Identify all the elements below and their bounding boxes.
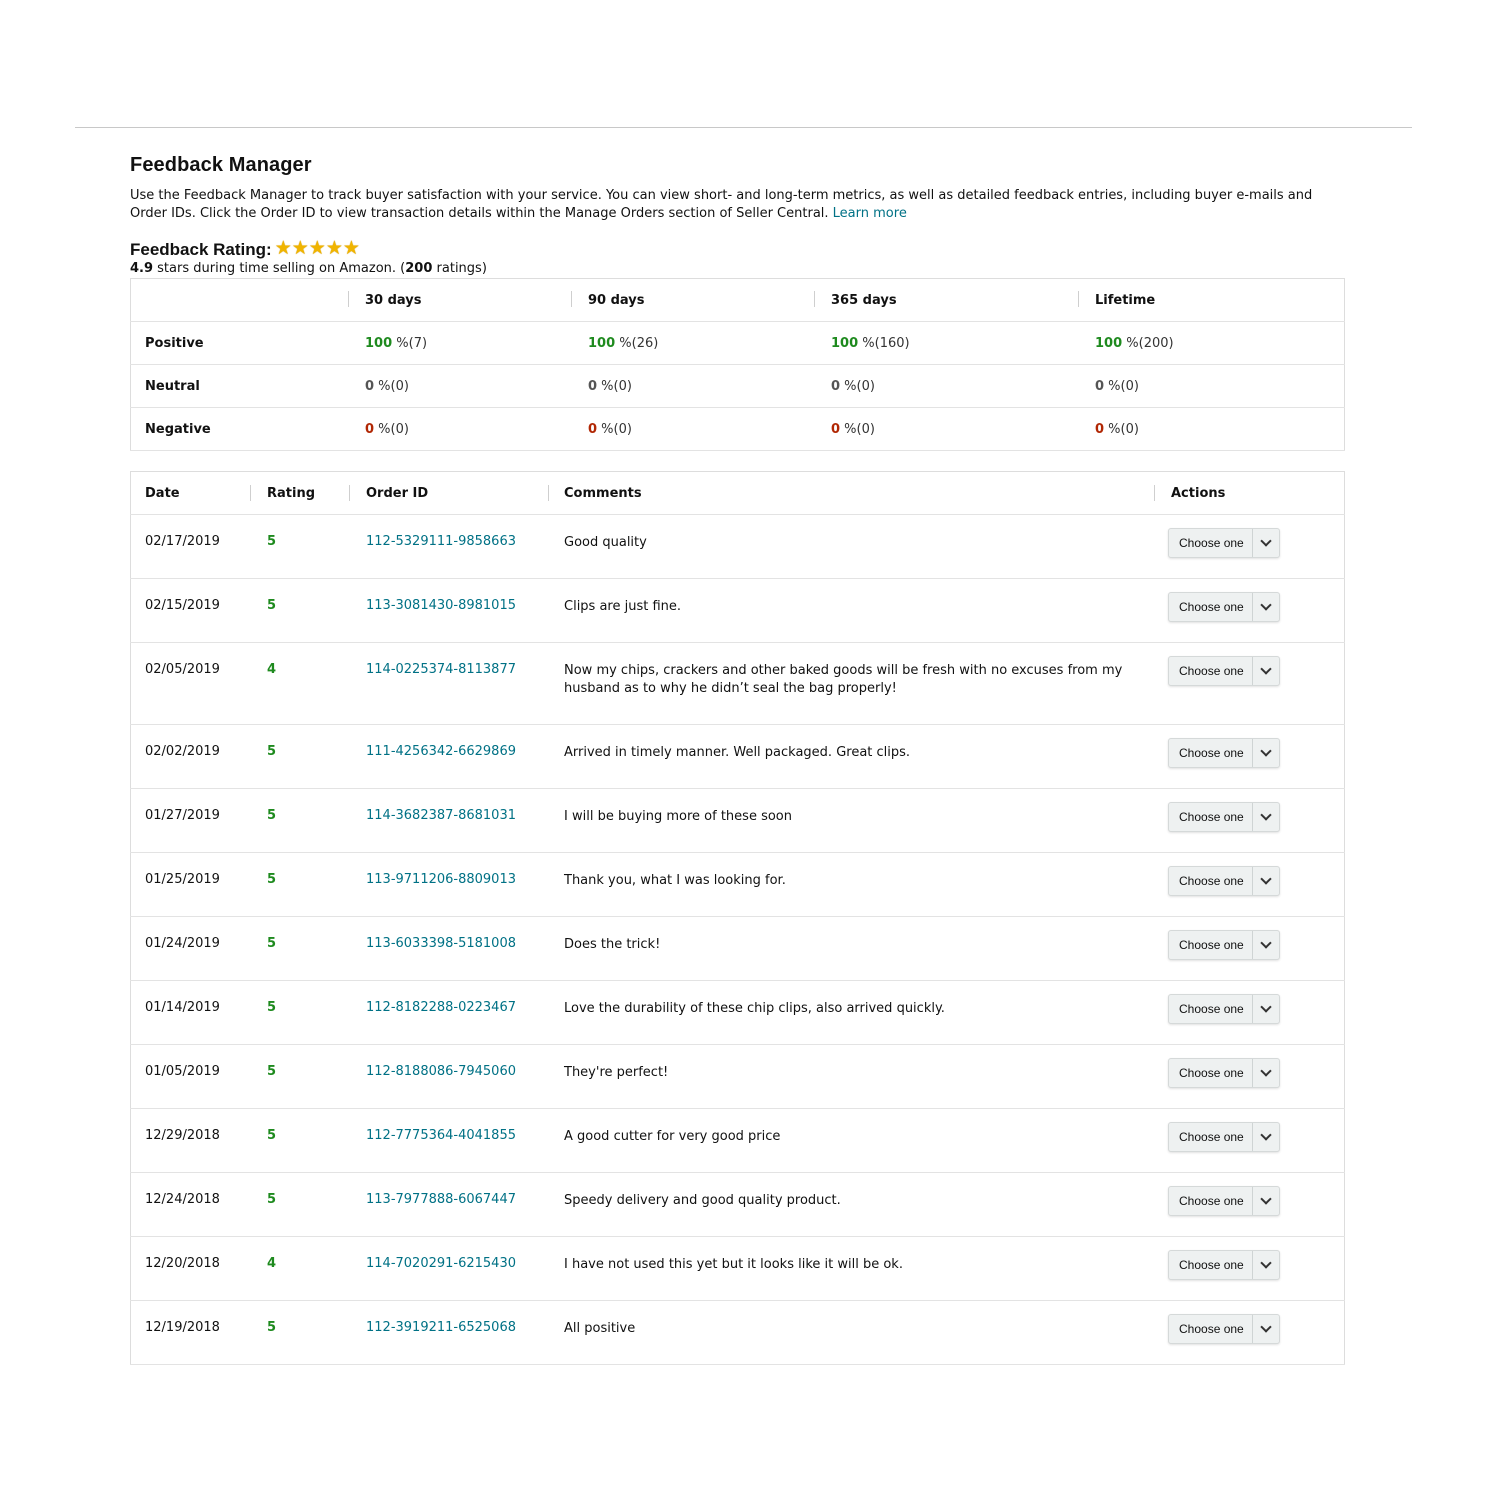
actions-dropdown[interactable] [1168, 656, 1280, 686]
feedback-rating: 5 [267, 534, 277, 549]
feedback-comment: I will be buying more of these soon [564, 809, 792, 824]
feedback-comment: A good cutter for very good price [564, 1129, 781, 1144]
metrics-row-label: Neutral [131, 365, 349, 408]
chevron-down-icon[interactable] [1252, 1315, 1279, 1343]
table-row [131, 1045, 1345, 1109]
metrics-row-label: Negative [131, 408, 349, 451]
learn-more-link[interactable]: Learn more [832, 206, 907, 221]
table-row [131, 725, 1345, 789]
feedback-comment: Now my chips, crackers and other baked goods will be fresh with no excuses from my husband as to why he didn’t seal the bag properly! [564, 663, 1123, 696]
order-id-link[interactable]: 113-6033398-5181008 [366, 936, 516, 951]
metrics-percent: 0 [831, 421, 841, 437]
rating-count: 200 [405, 261, 433, 276]
feedback-metrics-table [130, 278, 1345, 451]
metrics-count: %(0) [374, 378, 409, 394]
feedback-manager-panel [130, 150, 1345, 1365]
star-icon: ★ [291, 236, 309, 259]
feedback-date: 01/24/2019 [145, 936, 220, 951]
column-header-date[interactable]: Date [131, 472, 251, 515]
feedback-rating-label: Feedback Rating: [130, 240, 272, 259]
metrics-row-negative [131, 408, 1345, 451]
actions-dropdown-label: Choose one [1179, 1002, 1244, 1016]
feedback-date: 01/27/2019 [145, 808, 220, 823]
actions-dropdown-label: Choose one [1179, 1194, 1244, 1208]
actions-dropdown[interactable] [1168, 738, 1280, 768]
metrics-percent: 0 [1095, 378, 1105, 394]
rating-summary [130, 261, 1345, 277]
actions-dropdown-label: Choose one [1179, 938, 1244, 952]
column-header-actions: Actions [1154, 472, 1345, 515]
metrics-count: %(160) [858, 335, 910, 351]
metrics-header-30-days: 30 days [348, 279, 571, 322]
actions-dropdown-label: Choose one [1179, 664, 1244, 678]
feedback-comment: I have not used this yet but it looks like it will be ok. [564, 1257, 903, 1272]
feedback-date: 01/05/2019 [145, 1064, 220, 1079]
metrics-value-cell [571, 322, 814, 365]
actions-dropdown-label: Choose one [1179, 600, 1244, 614]
actions-dropdown-label: Choose one [1179, 1322, 1244, 1336]
metrics-percent: 0 [588, 421, 598, 437]
feedback-rating: 5 [267, 1064, 277, 1079]
feedback-comment: Clips are just fine. [564, 599, 682, 614]
feedback-comment: Good quality [564, 535, 647, 550]
order-id-link[interactable]: 112-5329111-9858663 [366, 534, 516, 549]
feedback-header-row [131, 472, 1345, 515]
metrics-percent: 100 [1095, 335, 1123, 351]
table-row [131, 981, 1345, 1045]
metrics-corner-cell [131, 279, 349, 322]
column-header-order-id[interactable]: Order ID [349, 472, 548, 515]
feedback-rating: 5 [267, 598, 277, 613]
feedback-comment: Thank you, what I was looking for. [564, 873, 786, 888]
metrics-value-cell [814, 322, 1078, 365]
rating-score: 4.9 [130, 261, 154, 276]
feedback-comment: Speedy delivery and good quality product. [564, 1193, 841, 1208]
feedback-rating: 4 [267, 662, 277, 677]
order-id-link[interactable]: 112-8182288-0223467 [366, 1000, 516, 1015]
chevron-down-icon[interactable] [1252, 803, 1279, 831]
star-icon: ★ [342, 236, 360, 259]
order-id-link[interactable]: 113-7977888-6067447 [366, 1192, 516, 1207]
metrics-value-cell [571, 365, 814, 408]
feedback-date: 01/14/2019 [145, 1000, 220, 1015]
feedback-rating: 4 [267, 1256, 277, 1271]
metrics-header-row [131, 279, 1345, 322]
metrics-percent: 0 [831, 378, 841, 394]
order-id-link[interactable]: 112-8188086-7945060 [366, 1064, 516, 1079]
metrics-value-cell [1078, 365, 1345, 408]
feedback-rating: 5 [267, 1192, 277, 1207]
rating-summary-text: stars during time selling on Amazon. ( [153, 261, 406, 276]
metrics-row-positive [131, 322, 1345, 365]
actions-dropdown-label: Choose one [1179, 810, 1244, 824]
actions-dropdown[interactable] [1168, 1250, 1280, 1280]
table-row [131, 1301, 1345, 1365]
rating-summary-end: ratings) [432, 261, 487, 276]
feedback-rating: 5 [267, 1000, 277, 1015]
feedback-rating: 5 [267, 808, 277, 823]
metrics-percent: 100 [588, 335, 616, 351]
chevron-down-icon[interactable] [1252, 1251, 1279, 1279]
feedback-rating: 5 [267, 1128, 277, 1143]
table-row [131, 1173, 1345, 1237]
metrics-row-label: Positive [131, 322, 349, 365]
actions-dropdown[interactable] [1168, 592, 1280, 622]
chevron-down-icon[interactable] [1252, 995, 1279, 1023]
actions-dropdown[interactable] [1168, 1058, 1280, 1088]
order-id-link[interactable]: 112-3919211-6525068 [366, 1320, 516, 1335]
feedback-comment: They're perfect! [564, 1065, 669, 1080]
metrics-percent: 0 [588, 378, 598, 394]
metrics-value-cell [814, 408, 1078, 451]
metrics-percent: 0 [365, 421, 375, 437]
metrics-count: %(0) [597, 378, 632, 394]
order-id-link[interactable]: 114-3682387-8681031 [366, 808, 516, 823]
actions-dropdown[interactable] [1168, 930, 1280, 960]
metrics-count: %(0) [1104, 421, 1139, 437]
metrics-percent: 100 [365, 335, 393, 351]
metrics-value-cell [1078, 408, 1345, 451]
table-row [131, 515, 1345, 579]
feedback-date: 02/02/2019 [145, 744, 220, 759]
order-id-link[interactable]: 113-9711206-8809013 [366, 872, 516, 887]
actions-dropdown-label: Choose one [1179, 1258, 1244, 1272]
feedback-rating: 5 [267, 1320, 277, 1335]
feedback-comment: Arrived in timely manner. Well packaged. Great clips. [564, 745, 911, 760]
table-row [131, 579, 1345, 643]
table-row [131, 643, 1345, 725]
order-id-link[interactable]: 114-0225374-8113877 [366, 662, 516, 677]
column-header-comments[interactable]: Comments [548, 472, 1154, 515]
metrics-count: %(0) [1104, 378, 1139, 394]
chevron-down-icon[interactable] [1252, 657, 1279, 685]
feedback-date: 12/29/2018 [145, 1128, 220, 1143]
feedback-date: 12/24/2018 [145, 1192, 220, 1207]
feedback-date: 01/25/2019 [145, 872, 220, 887]
feedback-comment: Does the trick! [564, 937, 661, 952]
actions-dropdown[interactable] [1168, 1314, 1280, 1344]
feedback-rating-header [130, 236, 1345, 261]
metrics-value-cell [348, 365, 571, 408]
feedback-date: 02/05/2019 [145, 662, 220, 677]
actions-dropdown[interactable] [1168, 802, 1280, 832]
chevron-down-icon[interactable] [1252, 931, 1279, 959]
actions-dropdown-label: Choose one [1179, 1066, 1244, 1080]
chevron-down-icon[interactable] [1252, 1059, 1279, 1087]
metrics-row-neutral [131, 365, 1345, 408]
feedback-comment: Love the durability of these chip clips, also arrived quickly. [564, 1001, 945, 1016]
actions-dropdown[interactable] [1168, 994, 1280, 1024]
metrics-header-lifetime: Lifetime [1078, 279, 1345, 322]
actions-dropdown[interactable] [1168, 1186, 1280, 1216]
actions-dropdown-label: Choose one [1179, 746, 1244, 760]
page-title: Feedback Manager [130, 154, 312, 176]
metrics-count: %(200) [1122, 335, 1174, 351]
page-description [130, 187, 1345, 223]
metrics-count: %(0) [840, 421, 875, 437]
chevron-down-icon[interactable] [1252, 1123, 1279, 1151]
actions-dropdown[interactable] [1168, 866, 1280, 896]
feedback-date: 12/20/2018 [145, 1256, 220, 1271]
star-rating [274, 236, 360, 259]
metrics-value-cell [1078, 322, 1345, 365]
feedback-comment: All positive [564, 1321, 636, 1336]
chevron-down-icon[interactable] [1252, 739, 1279, 767]
table-row [131, 853, 1345, 917]
column-header-rating[interactable]: Rating [250, 472, 349, 515]
star-icon: ★ [325, 236, 343, 259]
metrics-count: %(0) [840, 378, 875, 394]
metrics-header-90-days: 90 days [571, 279, 814, 322]
feedback-rating: 5 [267, 744, 277, 759]
metrics-value-cell [814, 365, 1078, 408]
feedback-rating: 5 [267, 936, 277, 951]
metrics-percent: 100 [831, 335, 859, 351]
metrics-value-cell [348, 408, 571, 451]
star-icon: ★ [274, 236, 292, 259]
metrics-header-365-days: 365 days [814, 279, 1078, 322]
order-id-link[interactable]: 114-7020291-6215430 [366, 1256, 516, 1271]
actions-dropdown[interactable] [1168, 528, 1280, 558]
table-row [131, 1109, 1345, 1173]
metrics-count: %(0) [597, 421, 632, 437]
metrics-percent: 0 [365, 378, 375, 394]
chevron-down-icon[interactable] [1252, 593, 1279, 621]
actions-dropdown-label: Choose one [1179, 874, 1244, 888]
chevron-down-icon[interactable] [1252, 529, 1279, 557]
metrics-count: %(7) [392, 335, 428, 351]
actions-dropdown[interactable] [1168, 1122, 1280, 1152]
feedback-rating: 5 [267, 872, 277, 887]
metrics-count: %(0) [374, 421, 409, 437]
order-id-link[interactable]: 111-4256342-6629869 [366, 744, 516, 759]
feedback-date: 02/17/2019 [145, 534, 220, 549]
star-icon: ★ [308, 236, 326, 259]
metrics-value-cell [571, 408, 814, 451]
metrics-value-cell [348, 322, 571, 365]
chevron-down-icon[interactable] [1252, 867, 1279, 895]
description-text: Use the Feedback Manager to track buyer satisfaction with your service. You can view short- and long-term metrics, as well as detailed feedback entries, including buyer e-mails and Order IDs. Click the Order ID to view transaction details within the Manage Orders section of Seller Central. [130, 188, 1313, 221]
order-id-link[interactable]: 112-7775364-4041855 [366, 1128, 516, 1143]
metrics-count: %(26) [615, 335, 659, 351]
feedback-date: 12/19/2018 [145, 1320, 220, 1335]
feedback-date: 02/15/2019 [145, 598, 220, 613]
feedback-entries-table [130, 471, 1345, 1365]
top-divider [75, 127, 1412, 128]
table-row [131, 789, 1345, 853]
chevron-down-icon[interactable] [1252, 1187, 1279, 1215]
actions-dropdown-label: Choose one [1179, 1130, 1244, 1144]
order-id-link[interactable]: 113-3081430-8981015 [366, 598, 516, 613]
actions-dropdown-label: Choose one [1179, 536, 1244, 550]
table-row [131, 1237, 1345, 1301]
table-row [131, 917, 1345, 981]
metrics-percent: 0 [1095, 421, 1105, 437]
